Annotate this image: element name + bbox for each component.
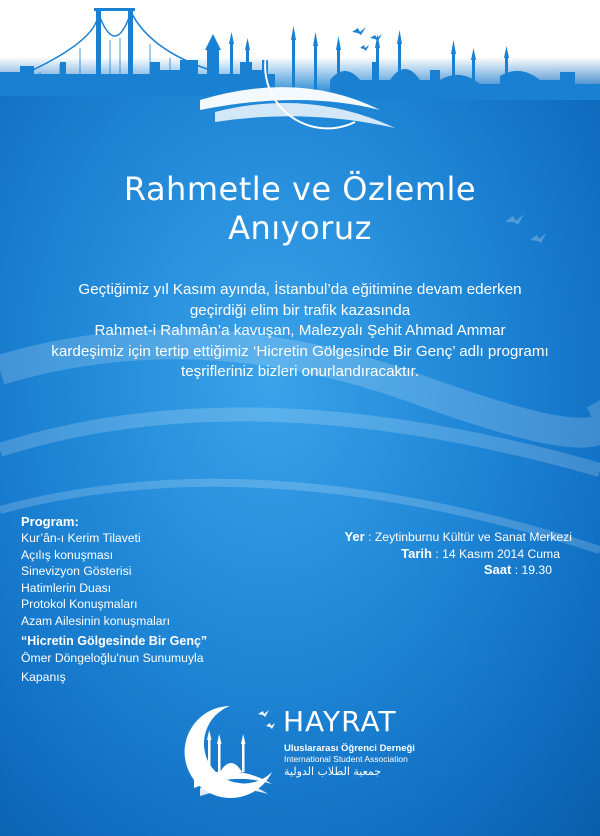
page-title-line-1: Rahmetle ve Özlemle xyxy=(123,170,477,208)
time-label: Saat xyxy=(483,562,512,577)
logo-subtitle-en: International Student Association xyxy=(284,754,408,764)
crescent-mosque-icon xyxy=(180,702,280,802)
date-value: : 14 Kasım 2014 Cuma xyxy=(431,546,560,561)
program-list xyxy=(21,513,281,686)
program-item: Kapanış xyxy=(21,670,66,685)
intro-line: Geçtiğimiz yıl Kasım ayında, İstanbul’da eğitimine devam ederken xyxy=(78,281,522,298)
program-special-title: “Hicretin Gölgesinde Bir Genç” xyxy=(21,633,208,648)
istanbul-skyline-illustration xyxy=(0,0,600,140)
event-details xyxy=(260,529,580,579)
logo-subtitle-ar: جمعية الطلاب الدولية xyxy=(284,765,382,778)
intro-line: kardeşimiz için tertip ettiğimiz ‘Hicretin Gölgesinde Bir Genç’ adlı programı xyxy=(51,342,549,360)
program-item: Kur’ân-ı Kerim Tilaveti xyxy=(21,531,141,545)
hayrat-logo xyxy=(180,702,460,802)
time-row xyxy=(260,562,552,579)
intro-line: teşrifleriniz bizleri onurlandıracaktır. xyxy=(180,363,420,381)
program-item: Hatimlerin Duası xyxy=(21,580,112,595)
intro-paragraph xyxy=(30,280,570,383)
program-item: Ömer Döngeloğlu'nun Sunumuyla xyxy=(21,650,204,665)
logo-name: HAYRAT xyxy=(283,705,397,738)
page-title-line-2: Anıyoruz xyxy=(228,209,372,247)
location-label: Yer xyxy=(344,529,365,544)
program-heading: Program: xyxy=(21,514,79,529)
date-row xyxy=(260,546,560,563)
location-row xyxy=(260,529,572,546)
time-value: : 19.30 xyxy=(511,563,552,577)
logo-subtitle-tr: Uluslararası Öğrenci Derneği xyxy=(284,743,415,754)
date-label: Tarih xyxy=(401,545,432,561)
intro-line: geçirdiği elim bir trafik kazasında xyxy=(189,301,411,319)
program-item: Sinevizyon Gösterisi xyxy=(21,564,132,579)
program-item: Azam Ailesinin konuşmaları xyxy=(21,613,171,628)
intro-line: Rahmet-i Rahmân’a kavuşan, Malezyalı Şehit Ahmad Ammar xyxy=(94,322,506,340)
program-item: Protokol Konuşmaları xyxy=(21,597,138,612)
location-value: : Zeytinburnu Kültür ve Sanat Merkezi xyxy=(364,530,572,544)
program-item: Açılış konuşması xyxy=(21,547,114,562)
